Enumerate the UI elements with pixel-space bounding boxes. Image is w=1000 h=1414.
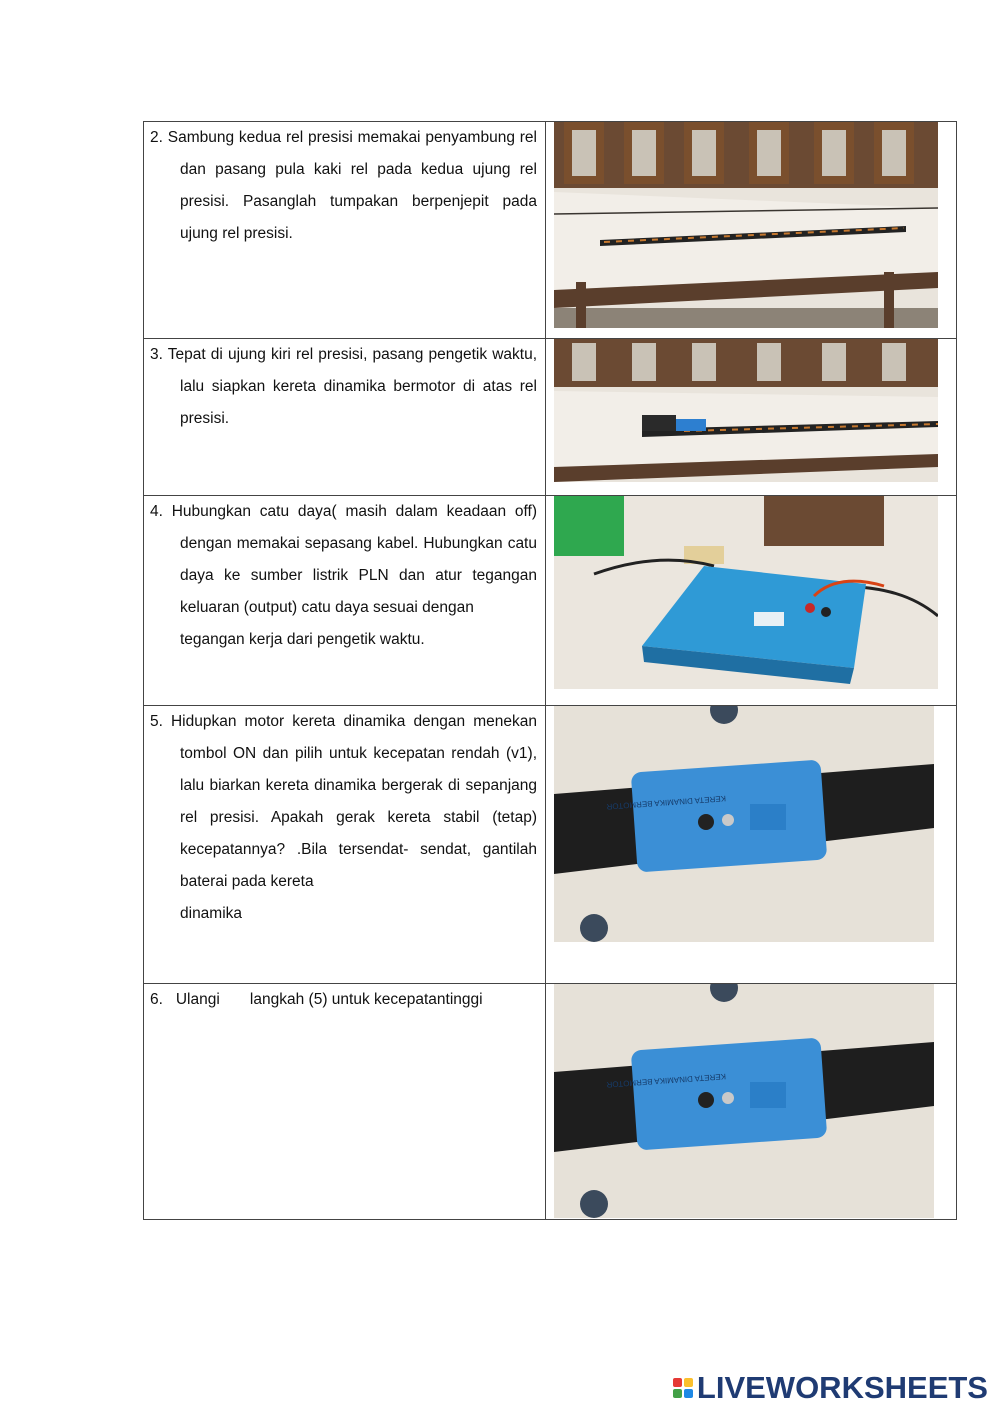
step-3-text: 3. Tepat di ujung kiri rel presisi, pasang pengetik waktu, lalu siapkan kereta dinamika bermotor di atas rel presisi. — [150, 346, 537, 427]
step-image-cell — [546, 496, 957, 706]
step-6-text: 6. Ulangi langkah (5) untuk kecepatantinggi — [150, 991, 483, 1008]
photo-cart-closeup-low — [554, 706, 934, 942]
step-row-6 — [144, 984, 957, 1220]
step-image-cell — [546, 339, 957, 496]
step-text-cell — [144, 122, 546, 339]
photo-rail-on-table — [554, 122, 938, 328]
logo-block-3 — [673, 1389, 682, 1398]
step-4-text-continued: tegangan kerja dari pengetik waktu. — [180, 631, 425, 648]
step-text-cell — [144, 706, 546, 984]
step-image-cell — [546, 984, 957, 1220]
photo-cart-closeup-high — [554, 984, 934, 1218]
step-4-text — [144, 496, 545, 656]
step-row-2 — [144, 122, 957, 339]
step-5-text-main: 5. Hidupkan motor kereta dinamika dengan menekan tombol ON dan pilih untuk kecepatan rendah (v1), lalu biarkan kereta dinamika bergerak di sepanjang rel presisi. Apakah gerak kereta stabil (tetap) kecepatannya? .Bila tersendat- sendat, gantilah baterai pada kereta — [150, 713, 537, 890]
step-text-cell — [144, 496, 546, 706]
logo-block-1 — [673, 1378, 682, 1387]
logo-blocks-icon — [673, 1378, 693, 1398]
photo-power-supply — [554, 496, 938, 689]
step-row-3 — [144, 339, 957, 496]
step-text-cell — [144, 984, 546, 1220]
step-row-4 — [144, 496, 957, 706]
step-5-text — [144, 706, 545, 930]
logo-block-2 — [684, 1378, 693, 1387]
step-2-text: 2. Sambung kedua rel presisi memakai penyambung rel dan pasang pula kaki rel pada kedua ujung rel presisi. Pasanglah tumpakan berpenjepit pada ujung rel presisi. — [150, 129, 537, 242]
photo-cart-on-rail — [554, 339, 938, 482]
liveworksheets-logo[interactable] — [673, 1370, 988, 1406]
step-image-cell — [546, 706, 957, 984]
step-text-cell — [144, 339, 546, 496]
device-label-text: KERETA DINAMIKA BERMOTOR — [606, 793, 727, 812]
step-5-text-continued: dinamika — [180, 905, 243, 922]
device-label-text: KERETA DINAMIKA BERMOTOR — [606, 1071, 727, 1090]
step-row-5 — [144, 706, 957, 984]
step-4-text-main: 4. Hubungkan catu daya( masih dalam keadaan off) dengan memakai sepasang kabel. Hubungkan catu daya ke sumber listrik PLN dan atur tegangan keluaran (output) catu daya sesuai dengan — [150, 503, 537, 616]
logo-block-4 — [684, 1389, 693, 1398]
logo-text: LIVEWORKSHEETS — [696, 1370, 988, 1405]
steps-table — [143, 121, 957, 1220]
step-image-cell — [546, 122, 957, 339]
